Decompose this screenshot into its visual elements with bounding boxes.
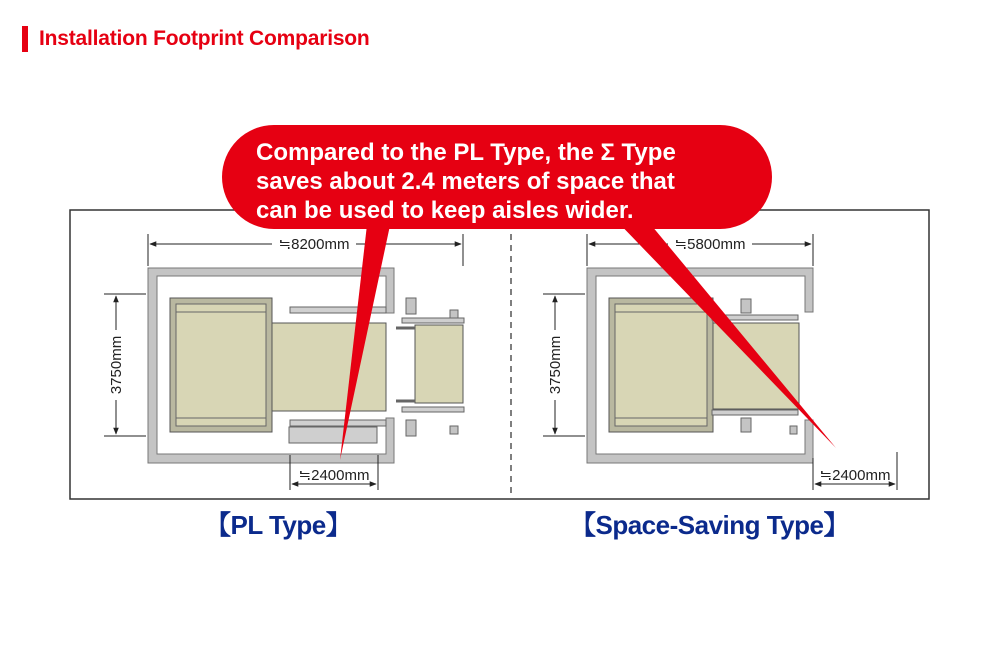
pl-depth-dim: 3750mm (108, 335, 125, 395)
page-title: Installation Footprint Comparison (39, 27, 370, 50)
callout-line-2: saves about 2.4 meters of space that (256, 168, 675, 195)
ss-depth-dim: 3750mm (547, 335, 564, 395)
pl-width-dim: ≒8200mm (278, 236, 350, 253)
callout-line-3: can be used to keep aisles wider. (256, 197, 634, 224)
ss-aisle-dim: ≒2400mm (819, 467, 891, 484)
pl-aisle-dim: ≒2400mm (298, 467, 370, 484)
pl-bed (272, 323, 386, 411)
callout-line-1: Compared to the PL Type, the Σ Type (256, 139, 676, 166)
pl-transfer-table (415, 325, 463, 403)
space-saving-type-label: 【Space-Saving Type】 (570, 510, 849, 540)
pl-type-label: 【PL Type】 (205, 510, 352, 540)
ss-width-dim: ≒5800mm (674, 236, 746, 253)
pl-side-table (289, 427, 377, 443)
